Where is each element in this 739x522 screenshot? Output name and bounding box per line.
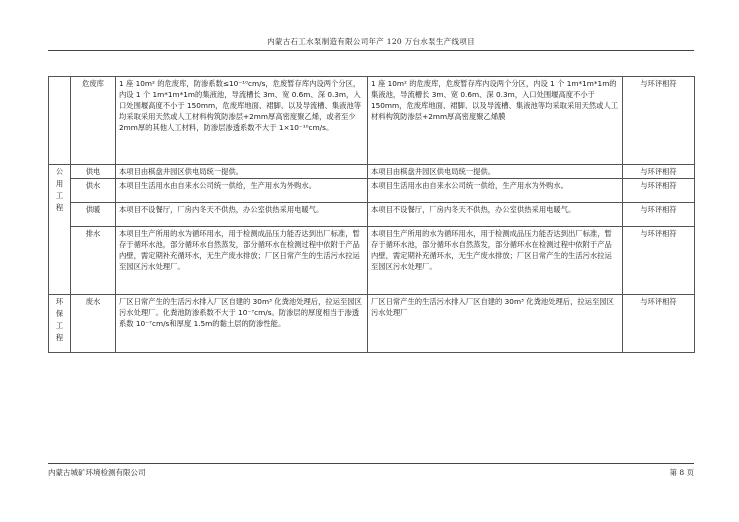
table-row [49, 77, 695, 165]
page-number: 第 8 页 [669, 468, 694, 477]
actual-content: 本项目生产所用的水为循环用水，用于检测成品压力能否达到出厂标准，暂存于循环水池，部分循环水自然蒸发，部分循环水在检测过程中依附于产品内壁，需定期补充循环水，无生产废水排放；厂区日常产生的生活污水拉运至园区污水处理厂。 [368, 227, 623, 295]
design-content: 本项目由棋盘井园区供电局统一提供。 [116, 165, 368, 179]
actual-content: 本项目不设餐厅，厂房内冬天不供热，办公室供热采用电暖气。 [368, 203, 623, 227]
actual-content: 厂区日常产生的生活污水排入厂区自建的 30m³ 化粪池处理后，拉运至园区污水处理厂 [368, 295, 623, 353]
design-content: 本项目生活用水由自来水公司统一供给，生产用水为外购水。 [116, 179, 368, 203]
item-name: 供暖 [71, 203, 116, 227]
conformity-status: 与环评相符 [623, 203, 695, 227]
actual-content: 1 座 10m² 的危废库，危废暂存库内设两个分区，内设 1 个 1m*1m*1m的集液池，导流槽长 3m、宽 0.6m、深 0.3m，入口处围堰高度不小于 150mm，危废库地面、裙脚、以及导流槽、集液池等均采取采用天然或人工材料构筑防渗层+2mm厚高密度聚乙烯膜 [368, 77, 623, 165]
conformity-status: 与环评相符 [623, 227, 695, 295]
table-row [49, 179, 695, 203]
conformity-status: 与环评相符 [623, 179, 695, 203]
page-footer [48, 463, 694, 478]
conformity-status: 与环评相符 [623, 77, 695, 165]
table-row [49, 203, 695, 227]
item-name: 危废库 [71, 77, 116, 165]
table-row [49, 227, 695, 295]
item-name: 供水 [71, 179, 116, 203]
design-content: 本项目不设餐厅，厂房内冬天不供热，办公室供热采用电暖气。 [116, 203, 368, 227]
item-name: 排水 [71, 227, 116, 295]
design-content: 厂区日常产生的生活污水排入厂区自建的 30m³ 化粪池处理后，拉运至园区污水处理厂。化粪池防渗系数不大于 10⁻⁷cm/s。防渗层的厚度相当于渗透系数 10⁻⁷cm/s和厚度 1.5m的黏土层的防渗性能。 [116, 295, 368, 353]
table-row [49, 165, 695, 179]
category-public-works: 公用工程 [49, 165, 71, 295]
item-name: 供电 [71, 165, 116, 179]
design-content: 1 座 10m² 的危废库，防渗系数≤10⁻¹⁰cm/s，危废暂存库内设两个分区，内设 1 个 1m*1m*1m的集液池，导流槽长 3m、宽 0.6m、深 0.3m，入口处围堰高度不小于 150mm，危废库地面、裙脚、以及导流槽、集液池等均采取采用天然或人工材料构筑防渗层+2mm厚高密度聚乙烯，或者至少 2mm厚的其他人工材料，防渗层渗透系数不大于 1×10⁻¹⁰cm/s。 [116, 77, 368, 165]
table-row [49, 295, 695, 353]
conformity-status: 与环评相符 [623, 295, 695, 353]
project-comparison-table [48, 76, 695, 353]
company-name: 内蒙古城矿环境检测有限公司 [48, 468, 146, 477]
category-cell-empty [49, 77, 71, 165]
design-content: 本项目生产所用的水为循环用水，用于检测成品压力能否达到出厂标准，暂存于循环水池，部分循环水自然蒸发，部分循环水在检测过程中依附于产品内壁，需定期补充循环水，无生产废水排放；厂区日常产生的生活污水拉运至园区污水处理厂。 [116, 227, 368, 295]
actual-content: 本项目生活用水由自来水公司统一供给，生产用水为外购水。 [368, 179, 623, 203]
category-environmental-works: 环保工程 [49, 295, 71, 353]
item-name: 废水 [71, 295, 116, 353]
actual-content: 本项目由棋盘井园区供电局统一提供。 [368, 165, 623, 179]
conformity-status: 与环评相符 [623, 165, 695, 179]
page-header: 内蒙古石工水泵制造有限公司年产 120 万台水泵生产线项目 [48, 36, 694, 51]
